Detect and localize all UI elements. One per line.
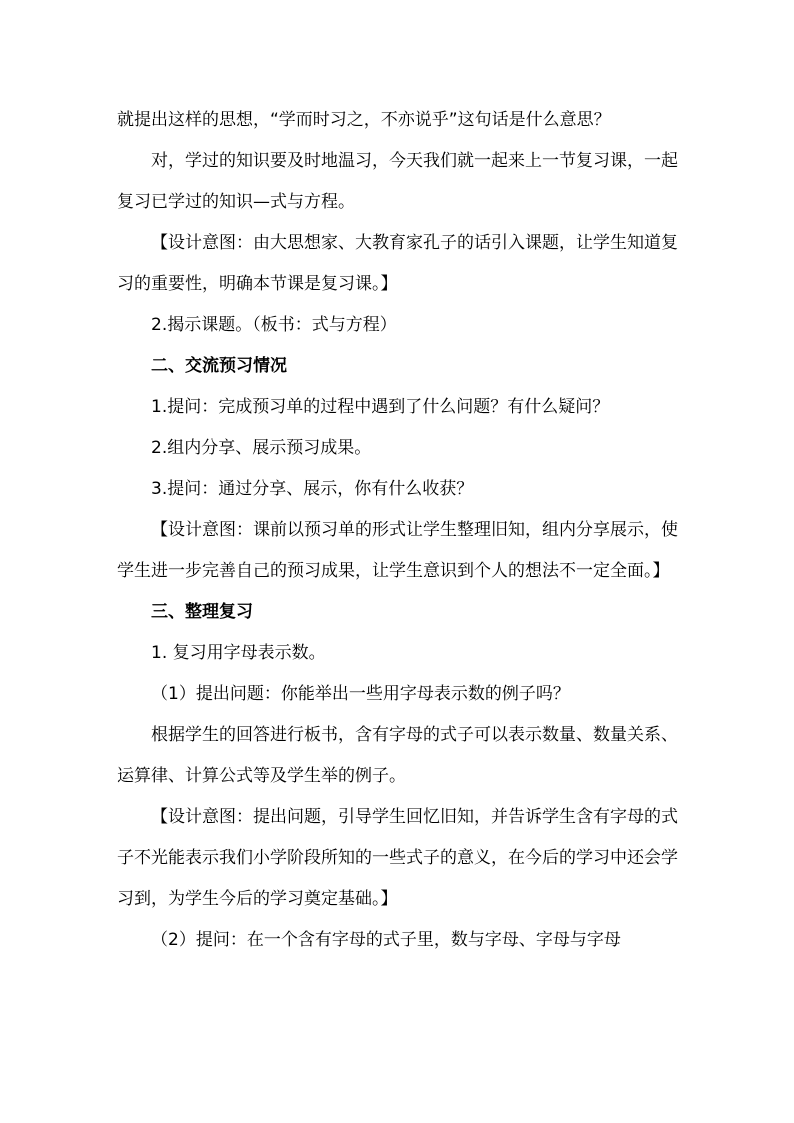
subsection-review-letters: 1. 复习用字母表示数。 [151,643,326,663]
paragraph-1: 就提出这样的思想，“学而时习之，不亦说乎”这句话是什么意思？ [117,110,611,130]
list-item-share-2: 2.组内分享、展示预习成果。 [151,438,372,458]
paragraph-2: 对，学过的知识要及时地温习，今天我们就一起来上一节复习课，一起复习已学过的知识—式与方程。 [117,151,678,212]
question-2: （2）提问：在一个含有字母的式子里，数与字母、字母与字母 [151,930,621,950]
design-intent-2: 【设计意图：课前以预习单的形式让学生整理旧知，组内分享展示，使学生进一步完善自己的预习成果，让学生意识到个人的想法不一定全面。】 [117,520,678,581]
section-heading-3: 三、整理复习 [151,602,253,622]
paragraph-reveal-topic: 2.揭示课题。（板书：式与方程） [151,315,397,335]
document-body [117,100,679,961]
question-1: （1）提出问题：你能举出一些用字母表示数的例子吗？ [151,684,570,704]
section-heading-2: 二、交流预习情况 [151,356,287,376]
list-item-question-1: 1.提问：完成预习单的过程中遇到了什么问题？有什么疑问？ [151,397,610,417]
design-intent-3: 【设计意图：提出问题，引导学生回忆旧知，并告诉学生含有字母的式子不光能表示我们小学阶段所知的一些式子的意义，在今后的学习中还会学习到，为学生今后的学习奠定基础。】 [117,807,678,909]
paragraph-board-notes: 根据学生的回答进行板书，含有字母的式子可以表示数量、数量关系、运算律、计算公式等及学生举的例子。 [117,725,678,786]
list-item-question-3: 3.提问：通过分享、展示，你有什么收获？ [151,479,474,499]
design-intent-1: 【设计意图：由大思想家、大教育家孔子的话引入课题，让学生知道复习的重要性，明确本节课是复习课。】 [117,233,678,294]
